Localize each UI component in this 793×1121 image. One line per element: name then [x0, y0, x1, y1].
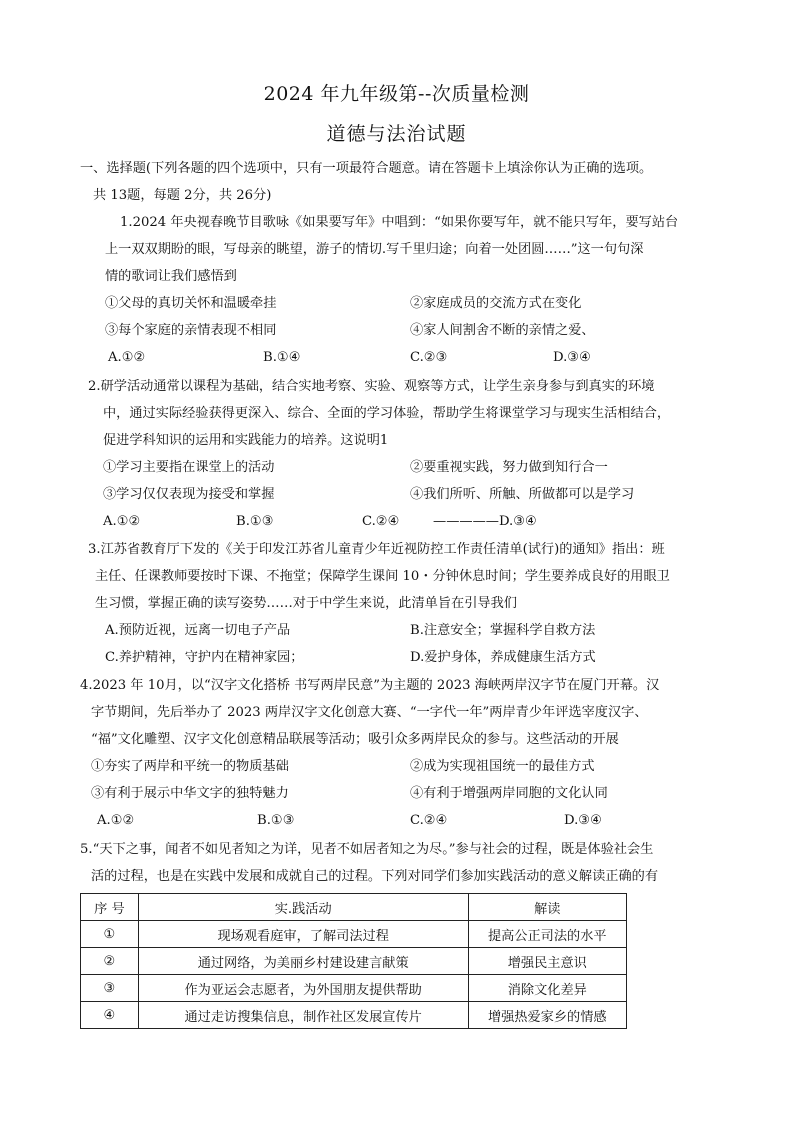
- exam-subtitle: 道德与法治试题: [326, 123, 467, 145]
- table-header-cell: 解读: [468, 894, 626, 921]
- table-cell: ④: [81, 1002, 139, 1029]
- q5-stem-line1: 5.“天下之事，闻者不如见者知之为详，见者不如居者知之为尽。”参与社会的过程，既是体验社会生: [80, 842, 654, 857]
- exam-title: 2024 年九年级第--次质量检测: [263, 83, 530, 105]
- table-cell: 作为亚运会志愿者，为外国朋友提供帮助: [138, 975, 468, 1002]
- q2-choice-b[interactable]: B.①③: [236, 514, 274, 529]
- q5-table: [80, 893, 627, 1029]
- section-heading-line1: 一、选择题(下列各题的四个选项中，只有一项最符合题意。请在答题卡上填涂你认为正确的选项。: [80, 161, 653, 176]
- table-cell: 现场观看庭审，了解司法过程: [138, 921, 468, 948]
- q3-choice-a[interactable]: A.预防近视，远离一切电子产品: [105, 623, 291, 638]
- q2-choice-a[interactable]: A.①②: [103, 514, 141, 529]
- q1-item-1: ①父母的真切关怀和温暖牵挂: [105, 296, 277, 311]
- q1-item-4: ④家人间割舍不断的亲情之爱、: [410, 323, 595, 338]
- q1-choice-d[interactable]: D.③④: [553, 350, 591, 365]
- q2-item-1: ①学习主要指在课堂上的活动: [103, 460, 275, 475]
- table-cell: ②: [81, 948, 139, 975]
- q4-choice-b[interactable]: B.①③: [257, 813, 295, 828]
- q3-stem-line2: 主任、任课教师要按时下课、不拖堂；保障学生课间 10・分钟休息时间；学生要养成良好的用眼卫: [95, 569, 670, 584]
- q2-stem-line1: 2.研学活动通常以课程为基础，结合实地考察、实验、观察等方式，让学生亲身参与到真实的环境: [88, 379, 655, 394]
- q3-stem-line3: 生习惯，掌握正确的读写姿势……对于中学生来说，此清单旨在引导我们: [95, 596, 517, 611]
- q2-item-3: ③学习仅仅表现为接受和掌握: [103, 487, 275, 502]
- q4-stem-line2: 字节期间，先后举办了 2023 两岸汉字文化创意大赛、“一字代一年”两岸青少年评选宰度汉字、: [91, 705, 648, 720]
- table-cell: 增强民主意识: [468, 948, 626, 975]
- q3-choice-c[interactable]: C.养护精神，守护内在精神家园；: [105, 650, 304, 665]
- q1-stem-line2: 上一双双期盼的眼，写母亲的眺望，游子的情切.写千里归途；向着一处团圆……”这一句句深: [105, 242, 644, 257]
- q3-choice-b[interactable]: B.注意安全；掌握科学自救方法: [410, 623, 596, 638]
- q2-choice-c[interactable]: C.②④: [362, 514, 400, 529]
- table-cell: 通过走访搜集信息，制作社区发展宣传片: [138, 1002, 468, 1029]
- q3-choice-d[interactable]: D.爱护身体，养成健康生活方式: [410, 650, 596, 665]
- table-row: [81, 948, 627, 975]
- table-cell: ①: [81, 921, 139, 948]
- q4-item-2: ②成为实现祖国统一的最佳方式: [410, 759, 595, 774]
- q2-choice-d[interactable]: —————D.③④: [433, 514, 537, 529]
- table-header-row: [81, 894, 627, 921]
- q2-stem-line2: 中，通过实际经验获得更深入、综合、全面的学习体验，帮助学生将课堂学习与现实生活相结合，: [103, 406, 671, 421]
- q5-stem-line2: 活的过程，也是在实践中发展和成就自己的过程。下列对同学们参加实践活动的意义解读正确的有: [91, 869, 659, 884]
- table-cell: ③: [81, 975, 139, 1002]
- q1-choice-b[interactable]: B.①④: [263, 350, 301, 365]
- q2-item-2: ②要重视实践，努力做到知行合一: [410, 460, 608, 475]
- q1-stem-line3: 情的歌词让我们感悟到: [105, 269, 237, 284]
- q4-stem-line1: 4.2023 年 10月，以“汉字文化搭桥 书写两岸民意”为主题的 2023 海峡两岸汉字节在厦门开幕。汉: [80, 678, 660, 693]
- table-row: [81, 975, 627, 1002]
- q1-choice-c[interactable]: C.②③: [410, 350, 448, 365]
- q2-stem-line3: 促进学科知识的运用和实践能力的培养。这说明1: [103, 433, 389, 448]
- q1-stem-line1: 1.2024 年央视春晚节目歌咏《如果要写年》中唱到：“如果你要写年，就不能只写年，要写站台: [120, 215, 679, 230]
- q3-stem-line1: 3.江苏省教育厅下发的《关于印发江苏省儿童青少年近视防控工作责任清单(试行)的通知》指出：班: [88, 542, 665, 557]
- q4-item-1: ①夯实了两岸和平统一的物质基础: [91, 759, 289, 774]
- table-row: [81, 1002, 627, 1029]
- table-row: [81, 921, 627, 948]
- table-cell: 消除文化差异: [468, 975, 626, 1002]
- table-cell: 通过网络，为美丽乡村建设建言献策: [138, 948, 468, 975]
- section-heading-line2: 共 13题，每题 2分，共 26分): [93, 188, 272, 203]
- table-cell: 增强热爱家乡的情感: [468, 1002, 626, 1029]
- q1-item-3: ③每个家庭的亲情表现不相同: [105, 323, 277, 338]
- q4-choice-d[interactable]: D.③④: [564, 813, 602, 828]
- q4-choice-a[interactable]: A.①②: [97, 813, 135, 828]
- q2-item-4: ④我们所听、所触、所做都可以是学习: [410, 487, 635, 502]
- table-header-cell: 序 号: [81, 894, 139, 921]
- q1-choice-a[interactable]: A.①②: [108, 350, 146, 365]
- q4-choice-c[interactable]: C.②④: [410, 813, 448, 828]
- q4-stem-line3: “福”文化雕塑、汉字文化创意精品联展等活动；吸引众多两岸民众的参与。这些活动的开展: [91, 732, 619, 747]
- table-header-cell: 实.践活动: [138, 894, 468, 921]
- q4-item-4: ④有利于增强两岸同胞的文化认同: [410, 786, 608, 801]
- q1-item-2: ②家庭成员的交流方式在变化: [410, 296, 582, 311]
- q4-item-3: ③有利于展示中华文字的独特魅力: [91, 786, 289, 801]
- table-cell: 提高公正司法的水平: [468, 921, 626, 948]
